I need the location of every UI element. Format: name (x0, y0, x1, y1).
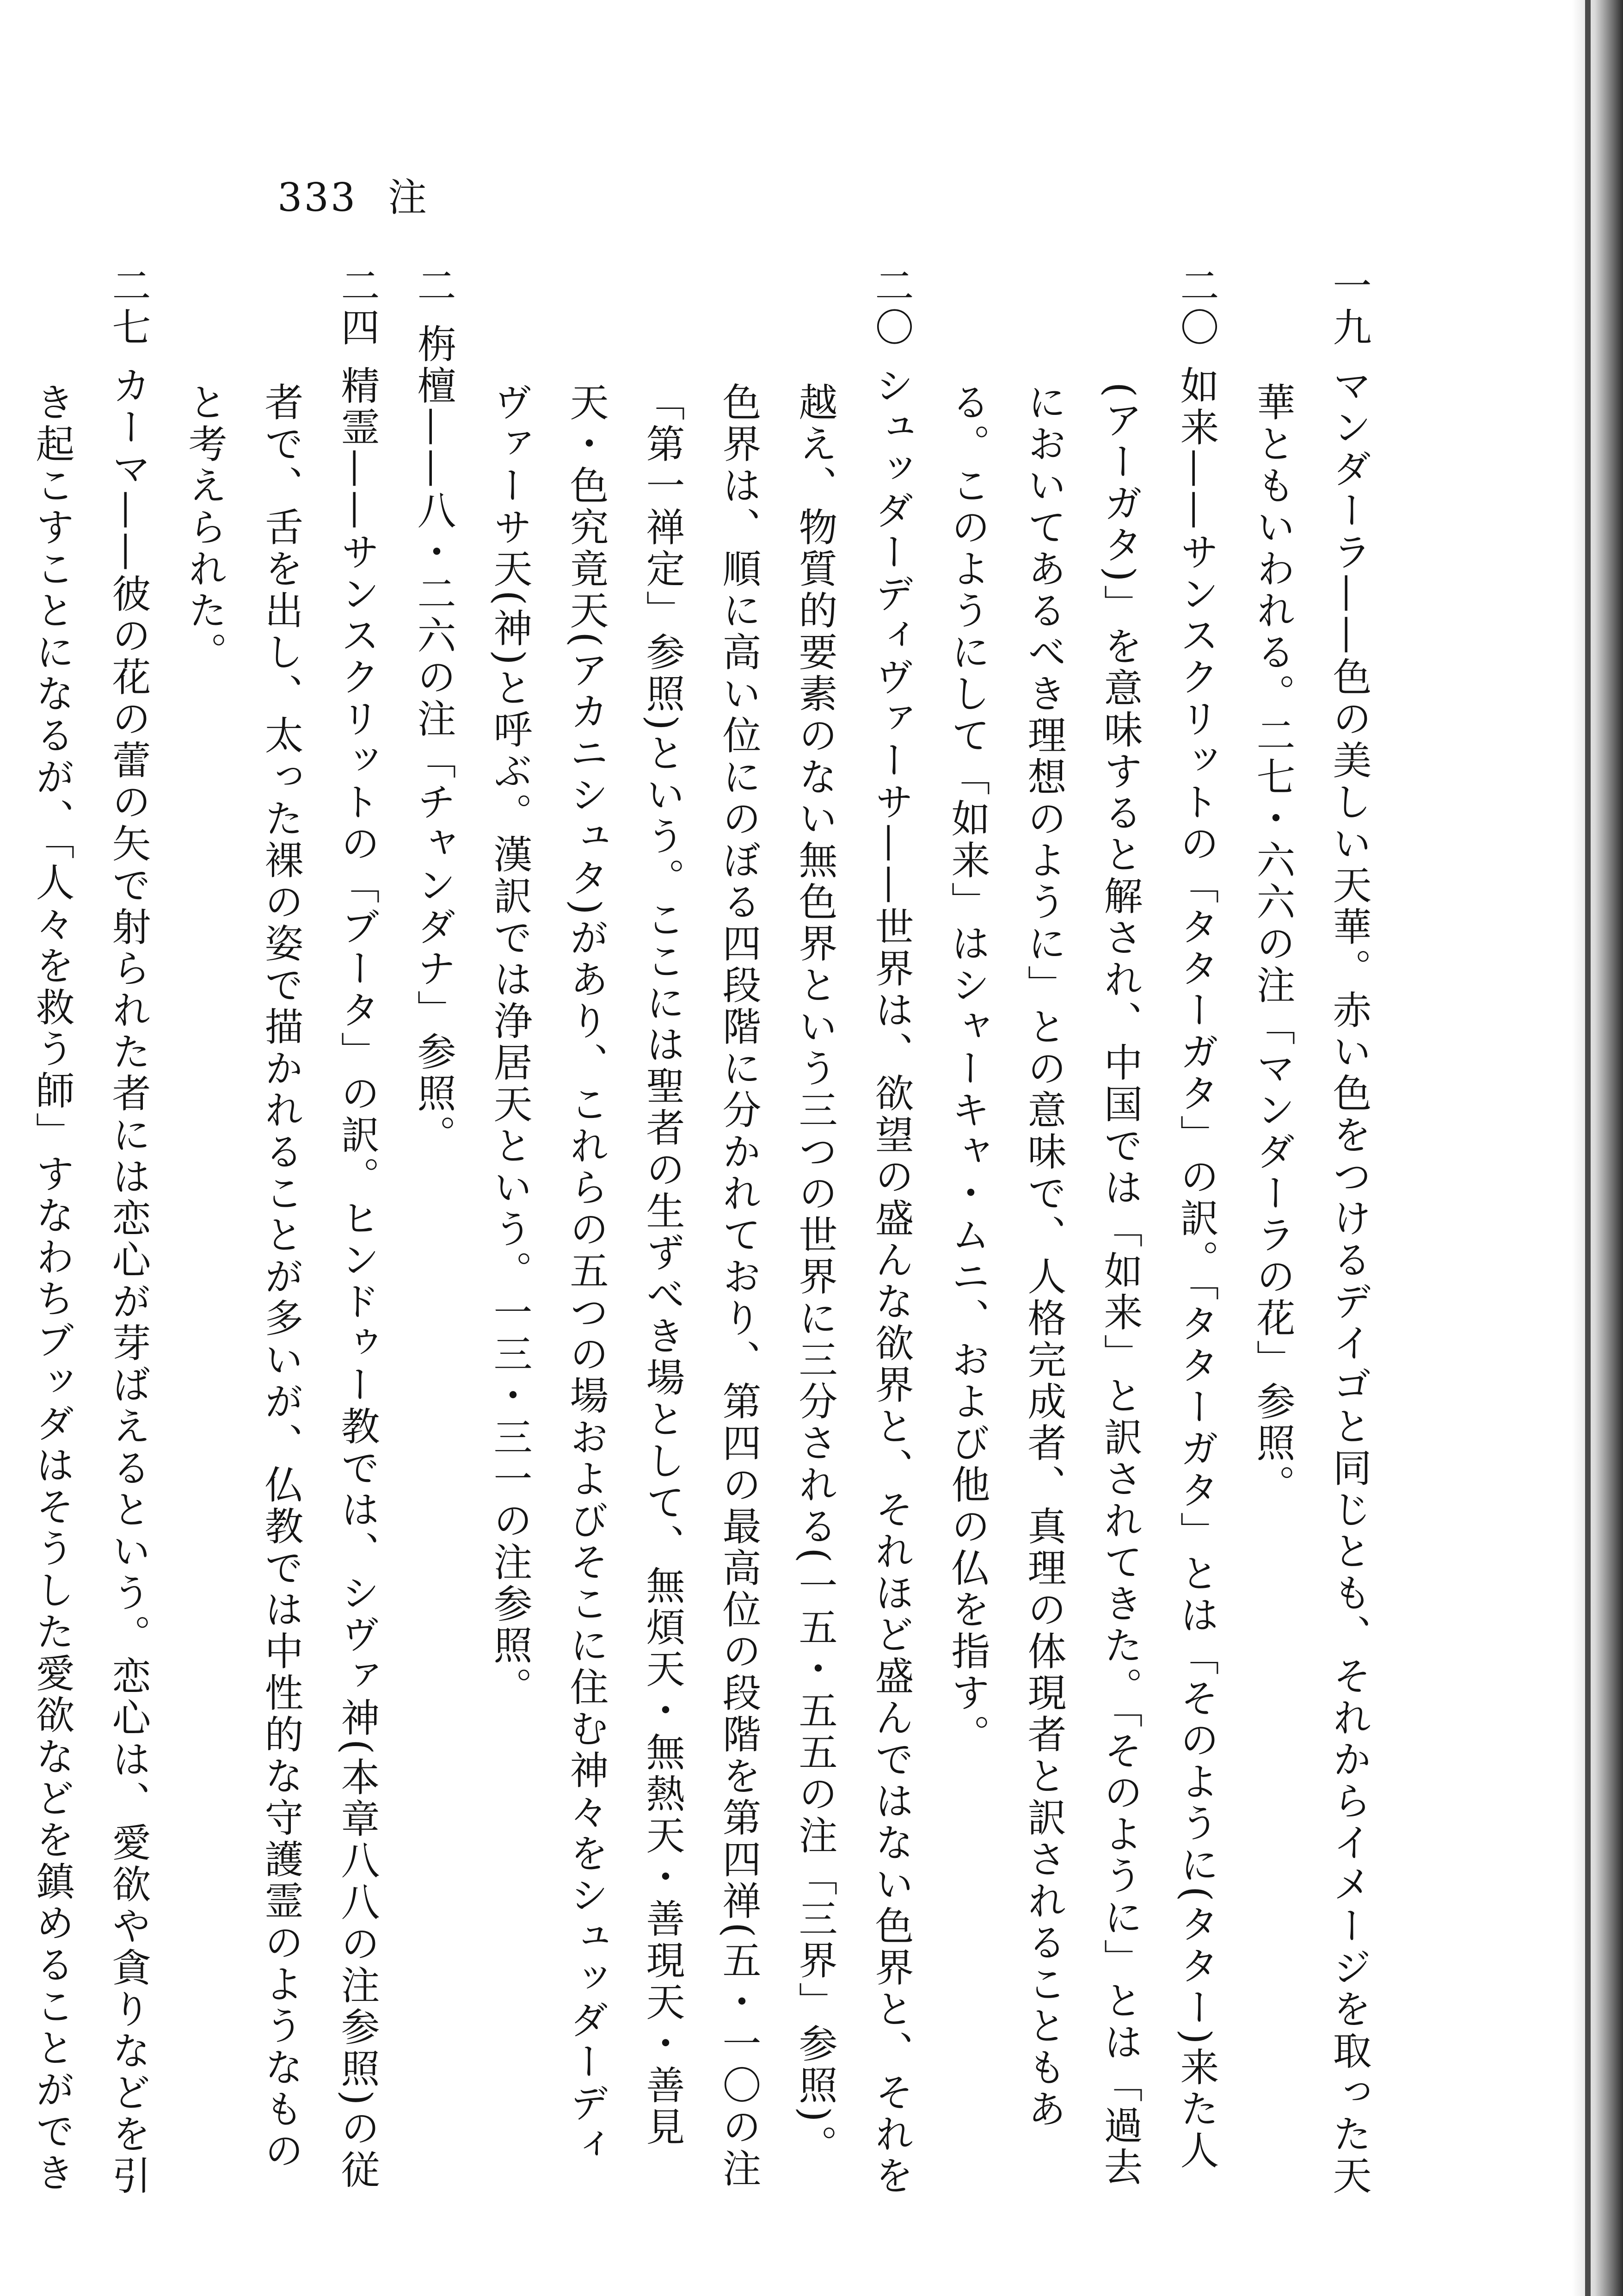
page-edge-shadow (1572, 0, 1623, 2296)
note-entry (166, 265, 395, 2197)
note-number: 二〇 (1174, 265, 1219, 349)
note-entry (1235, 265, 1387, 2197)
page-number: 333 (277, 175, 357, 220)
note-text: 如来——サンスクリットの「タターガタ」の訳。「タターガタ」とは「そのように(タター)来た人(アーガタ)」を意味すると解され、中国では「如来」と訳されてきた。「そのように」とは「過去においてあるべき理想のように」との意味で、人格完成者、真理の体現者と訳されることもある。このようにして「如来」はシャーキャ・ムニ、および他の仏を指す。 (945, 365, 1219, 2189)
note-entry (0, 265, 166, 2197)
note-number: 二七 (106, 265, 151, 349)
note-text: カーマ——彼の花の蕾の矢で射られた者には恋心が芽ばえるという。恋心は、愛欲や貪りなどを引き起こすことになるが、「人々を救う師」すなわちブッダはそうした愛欲などを鎮めることができ (30, 365, 151, 2197)
note-text: 精霊——サンスクリットの「ブータ」の訳。ヒンドゥー教では、シヴァ神(本章八八の注参照)の従者で、舌を出し、太った裸の姿で描かれることが多いが、仏教では中性的な守護霊のようなものと考えられた。 (182, 365, 380, 2191)
note-number: 二四 (335, 265, 380, 349)
note-text: シュッダーディヴァーサ——世界は、欲望の盛んな欲界と、それほど盛んではない色界と、それを越え、物質的要素のない無色界という三つの世界に三分される(一五・五五の注「三界」参照)。色界は、順に高い位にのぼる四段階に分かれており、第四の最高位の段階を第四禅(五・一〇の注「第一禅定」参照)という。ここには聖者の生ずべき場として、無煩天・無熱天・善現天・善見天・色究竟天(アカニシュタ)があり、これらの五つの場およびそこに住む神々をシュッダーディヴァーサ天(神)と呼ぶ。漢訳では浄居天という。一三・三一の注参照。 (487, 365, 914, 2197)
note-entry (929, 265, 1235, 2197)
page-header (277, 167, 429, 222)
section-title: 注 (388, 175, 429, 220)
note-text: マンダーラ——色の美しい天華。赤い色をつけるデイゴと同じとも、それからイメージを取った天華ともいわれる。二七・六六の注「マンダーラの花」参照。 (1250, 365, 1372, 2197)
note-entry: 二栴檀——八・二六の注「チャンダナ」参照。 (411, 265, 456, 1156)
binding-line (1585, 0, 1591, 2296)
note-number: 一九 (1327, 265, 1372, 349)
notes-column-block (30, 265, 1387, 2197)
note-text: 栴檀——八・二六の注「チャンダナ」参照。 (411, 324, 456, 1156)
note-number: 二〇 (869, 265, 914, 349)
note-entry (472, 265, 929, 2197)
